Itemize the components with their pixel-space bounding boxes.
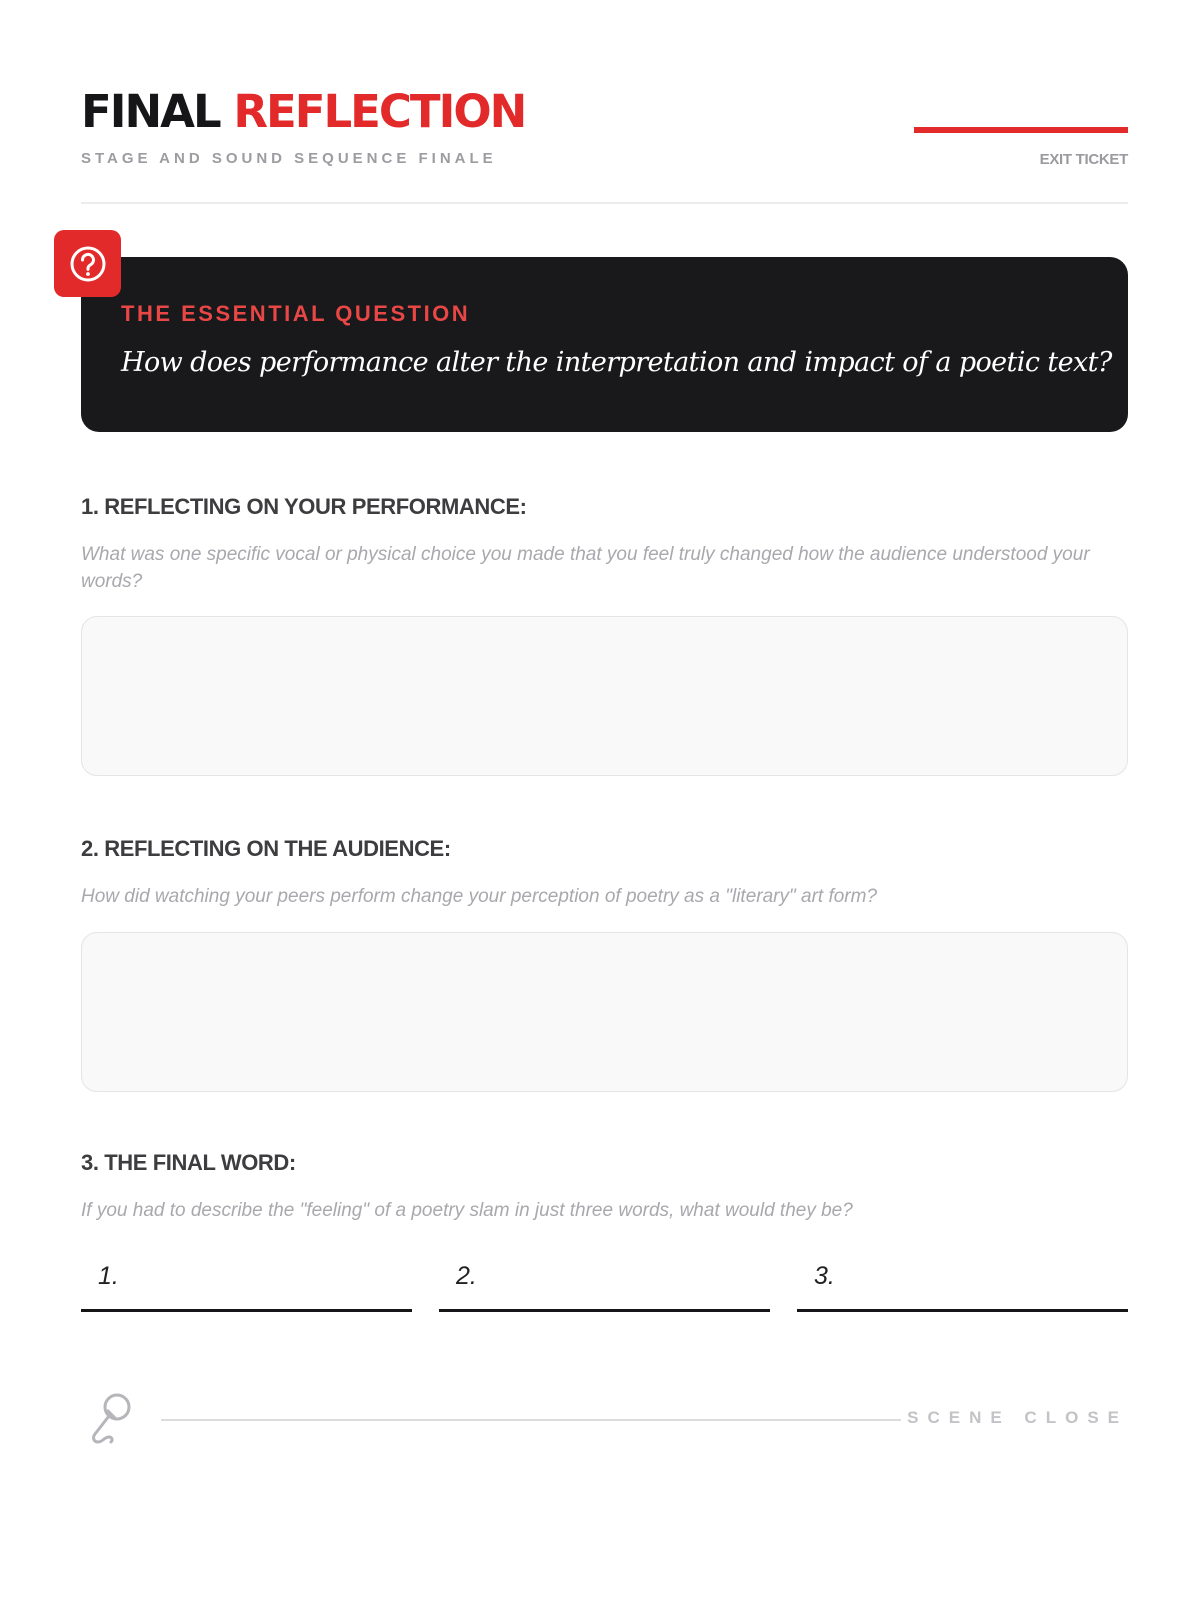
page-subtitle: STAGE AND SOUND SEQUENCE FINALE: [81, 150, 497, 167]
word-slot-1[interactable]: [81, 1250, 412, 1312]
word-slot-2[interactable]: [439, 1250, 770, 1312]
three-words-row: [81, 1250, 1128, 1312]
microphone-icon: [86, 1390, 138, 1448]
page-title: [81, 86, 525, 138]
word-slot-1-label: 1.: [98, 1262, 119, 1290]
word-slot-3-label: 3.: [814, 1262, 835, 1290]
question-2-prompt: How did watching your peers perform change your perception of poetry as a "literary" art form?: [81, 886, 878, 907]
header-accent-rule: [914, 127, 1128, 133]
essential-question-label: THE ESSENTIAL QUESTION: [121, 301, 471, 326]
title-part-reflection: REFLECTION: [233, 85, 526, 138]
word-slot-3[interactable]: [797, 1250, 1128, 1312]
question-1-prompt: What was one specific vocal or physical choice you made that you feel truly changed how the audience understood your words?: [81, 544, 1090, 592]
word-slot-2-label: 2.: [456, 1262, 477, 1290]
scene-close-label: SCENE CLOSE: [907, 1408, 1128, 1427]
footer: [81, 1390, 1128, 1450]
question-3-prompt: If you had to describe the "feeling" of a poetry slam in just three words, what would they be?: [81, 1200, 853, 1221]
title-part-final: FINAL: [81, 85, 220, 138]
header: [81, 86, 1128, 204]
essential-question-text: How does performance alter the interpretation and impact of a poetic text?: [121, 347, 1112, 378]
question-1-heading: 1. REFLECTING ON YOUR PERFORMANCE:: [81, 494, 527, 519]
footer-divider: [161, 1419, 901, 1421]
question-2-heading: 2. REFLECTING ON THE AUDIENCE:: [81, 836, 451, 861]
essential-question-card: [81, 257, 1128, 432]
exit-ticket-tag: EXIT TICKET: [1039, 151, 1128, 168]
question-3-heading: 3. THE FINAL WORD:: [81, 1150, 296, 1175]
question-circle-icon: [54, 230, 121, 297]
question-2-answer-box[interactable]: [81, 932, 1128, 1092]
worksheet-page: [81, 0, 1128, 1600]
question-1-answer-box[interactable]: [81, 616, 1128, 776]
